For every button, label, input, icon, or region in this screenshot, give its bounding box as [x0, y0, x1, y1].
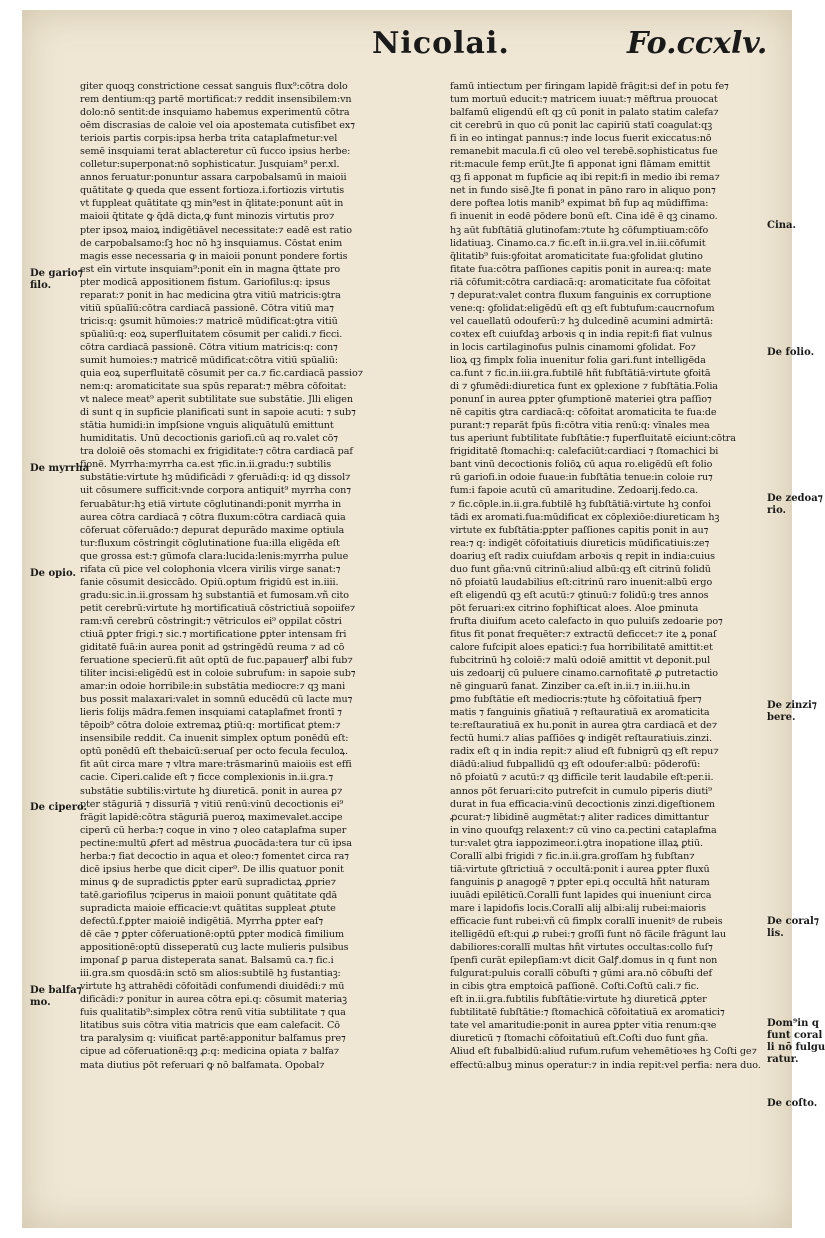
text-line: purant:⁊ reparāt fpūs fi:cōtra vitia renū:q: vīnales mea [450, 420, 710, 432]
text-line: humiditatis. Unū decoctionis gariofi.cū aq ro.valet cō⁊ [80, 433, 338, 445]
text-line: vt fuppleat quātitate qꝫ min⁹est in q̄litate:ponunt aūt in [80, 198, 344, 210]
margin-note: filo. [30, 280, 52, 291]
text-line: tate vel amaritudie:ponit in aurea ꝑpter vitia renum:qꝛe [450, 1020, 717, 1032]
text-line: frāgit lapidē:cōtra stāguriā pueroꝝ maximevalet.accipe [80, 811, 343, 823]
text-line: colletur:superponat:nō sophisticatur. Jusquiam⁹ per.xl. [80, 159, 340, 171]
text-line: riā cōfumit:cōtra cardiacā:q: aromaticitate fua cōfoitat [450, 276, 711, 288]
margin-note: De folio. [767, 347, 815, 358]
text-line: rifata cū pice vel colophonia vlcera virilis virge sanat:⁊ [80, 563, 341, 575]
text-line: ⁊ fic.cōple.in.ii.gra.fubtilē hꝫ fubſtātiā:virtute hꝫ confoi [450, 498, 711, 510]
text-line: efficacie funt rubei:vñ cū fimplx corallī inuenitꝰ de rubeis [450, 916, 723, 927]
running-title: Nicolai. [372, 26, 510, 61]
text-line: stātia humidi:in impſsione vnguis aliquātulū emittunt [80, 420, 334, 432]
text-line: dabiliores:corallī multas hñt virtutes occultas:collo fuſ⁊ [450, 942, 713, 954]
text-line: nē capitis ꝯtra cardiacā:q: cōfoitat aromaticita te fua:de [450, 407, 717, 419]
text-line: nō pfoiatū laudabilius eſt:citrinū raro inuenit:albū ergo [450, 576, 713, 588]
text-line: tum mortuū educit:⁊ matricem iuuat:⁊ mēftrua prouocat [450, 94, 718, 106]
text-line: net in fundo sisē.Jte fi ponat in pāno raro in aliquo pon⁊ [450, 185, 716, 197]
text-line: itelligēdū eſt:qui ꝓ rubei:⁊ groſſi funt nō fācile frāgunt lau [450, 929, 727, 941]
margin-note: ratur. [767, 1054, 799, 1065]
text-line: frigiditatē ſtomachi:q: calefaciūt:cardiaci ⁊ ſtomachici bi [450, 446, 719, 458]
margin-note: De myrrha [30, 463, 90, 474]
text-line: est eīn virtute insquiam⁹:ponit eīn in magna q̄ttate pro [80, 263, 341, 275]
text-line: tus aperiunt fubtilitate fubſtātie:⁊ fuperfluitatē eiciunt:cōtra [450, 433, 736, 445]
text-line: te:reſtauratiuā ex hu.ponit in aurea ꝯtra cardiacā et de⁊ [450, 720, 718, 732]
text-line: vel cauellatū odouferū:⁊ hꝫ dulcedinē acumini admirtā: [450, 315, 714, 327]
text-line: fi inuenit in eodē pōdere bonū eſt. Cina idē ē qꝫ cinamo. [450, 211, 718, 223]
text-line: fum:i fapoie acutū cū amaritudine. Zedoarij.fedo.ca. [450, 485, 699, 497]
text-line: supradicta maioie efficacie:vt quātitas suppleat ꝓtute [80, 902, 336, 914]
text-line: uis zedoarij cū puluere cinamo.carnofitatē ꝓ putretactio [450, 668, 718, 680]
text-line: pter stāguriā ⁊ dissurīā ⁊ vitiū renū:vinū decoctionis ei⁹ [80, 798, 344, 810]
text-line: tēpoib⁹ cōtra doloie extremaꝝ ꝑtiū:q: mortificat ꝑtem:⁊ [80, 720, 341, 732]
text-line: pōt feruari:ex citrino fophiſticat aloes. Aloe ꝑminuta [450, 602, 699, 614]
text-line: rea:⁊ q: indigēt cōfoitatiuis diureticis mūdificatiuis:ze⁊ [450, 537, 710, 549]
text-line: duo funt gña:vnū citrinū:aliud albū:qꝫ eſt citrinū folidū [450, 563, 711, 575]
text-line: annos pōt feruari:cito putrefcit in cumulo piperis diuti⁹ [450, 785, 712, 797]
right-text-column [450, 80, 795, 1072]
text-line: tatē.gariofilus ⁊ciperus in maioii ponunt quātitate qdā [80, 889, 338, 901]
text-line: tur:fluxum cōstringit cōglutinatione fua:illa eligēda eſt [80, 537, 340, 549]
text-line: imponaſ ꝑ parua disteperata sanat. Balsamū ca.⁊ fic.i [80, 955, 334, 967]
text-line: tādi ex aromati.fua:mūdificat ex cōplexiōe:diureticam hꝫ [450, 511, 720, 523]
text-line: fubtilitatē fubſtātie:⁊ ſtomachicā cōfoitatiuā ex aromatici⁊ [450, 1007, 725, 1019]
margin-note: De balfa⁊ [30, 985, 82, 996]
text-line: amar:in odoie horribile:in substātia mediocre:⁊ qꝫ mani [80, 681, 346, 693]
text-line: rit:macule femp erūt.Jte fi apponat igni flāmam emittit [450, 159, 711, 171]
text-line: vitiū spūalīū:cōtra cardiacā passionē. Cōtra vitiū ma⁊ [80, 302, 334, 314]
text-line: pectine:multū ꝓfert ad mēstrua ꝓuocāda:tera tur cū ipsa [80, 837, 352, 849]
text-line: feruatione specierū.fit aūt optū de fuc.papauerꝭ albi fub⁊ [80, 655, 353, 667]
text-line: pter ipsoꝝ maioꝝ indigētiāvel necessitate:⁊ eadē est ratio [80, 224, 352, 236]
text-line: nē ginguarū fanat. Zinziber ca.eſt in.ii.⁊ in.iii.hu.in [450, 681, 691, 693]
margin-note: Cina. [767, 220, 796, 231]
text-line: quia eoꝝ superfluitatē cōsumit per ca.⁊ fic.cardiacā passio⁊ [80, 368, 364, 380]
text-line: radix eſt q in india repit:⁊ aliud eſt fubnigrū qꝫ eſt repu⁊ [450, 746, 719, 758]
text-line: eſt in.ii.gra.fubtilis fubſtātie:virtute hꝫ diureticā ꝓpter [450, 994, 707, 1006]
text-line: tiā:virtute ꝯſtrictiuā ⁊ occultā:ponit i aurea ꝑpter fluxū [450, 863, 710, 875]
text-line: herba:⁊ fiat decoctio in aqua et oleo:⁊ fomentet circa ra⁊ [80, 850, 349, 862]
text-line: fitus fit ponat frequēter:⁊ extractū deficcet:⁊ ite ꝝ ponaſ [450, 628, 717, 640]
margin-note: De cipero. [30, 802, 88, 813]
text-line: ctiuā ꝑpter frigi.⁊ sic.⁊ mortificatione ꝑpter intensam fri [80, 628, 347, 640]
text-line: matis ⁊ fanguinis gñatiuā ⁊ reſtauratiuā ex aromaticita [450, 707, 710, 719]
text-line: ponunſ in aurea ꝑpter ꝯfumptionē materiei ꝯtra paſſio⁊ [450, 394, 712, 406]
text-line: dere poftea lotis manib⁹ expimat bñ fup aq mūdiffima: [450, 198, 709, 210]
text-line: ciperū cū herba:⁊ coque in vino ⁊ oleo cataplafma super [80, 824, 347, 836]
text-line: iii.gra.sm quosdā:in sctō sm alios:subtilē hꝫ fustantiaꝫ: [80, 968, 341, 980]
text-line: dē cāe ⁊ ꝑpter cōferuationē:optū ꝑpter modicā fimilium [80, 929, 344, 941]
text-line: reparat:⁊ ponit in hac medicina ꝯtra vitiū matricis:ꝯtra [80, 289, 341, 301]
margin-note: De zinzi⁊ [767, 700, 817, 711]
text-line: aurea cōtra cardiacā ⁊ cōtra fluxum:cōtra cardiacā quia [80, 511, 346, 523]
text-line: maioii q̄titate ꝙ q̄dā dicta,ꝙ funt minozis virtutis pro⁊ [80, 211, 335, 223]
text-line: semē insquiami terat ablacteretur cū fucco ipsius herbe: [80, 146, 351, 158]
text-line: petit cerebrū:virtute hꝫ mortificatiuā cōstrictiuā sopoiife⁊ [80, 602, 356, 614]
text-line: hꝫ aūt fubſtātiā glutinofam:⁊tute hꝫ cōfumptiuam:cōfo [450, 224, 709, 236]
text-line: substātie:virtute hꝫ mūdificādi ⁊ ꝯferuādi:q: id qꝫ dissol⁊ [80, 472, 351, 484]
text-line: eſt eligendū qꝫ eſt acutū:⁊ ꝯtinuū:⁊ folidū:ꝯ tres annos [450, 589, 709, 601]
text-line: Corallī albi frigidi ⁊ fic.in.ii.gra.groſſam hꝫ fubſtan⁊ [450, 850, 695, 862]
text-line: fitate fua:cōtra paſſiones capitis ponit in aurea:q: mate [450, 263, 712, 275]
text-line: cōtra cardiacā passionē. Cōtra vitium matricis:q: con⁊ [80, 341, 338, 353]
margin-note: funt coral [767, 1030, 823, 1041]
text-line: fionē. Myrrha:myrrha ca.est ⁊fic.in.ii.gradu:⁊ subtilis [80, 459, 332, 471]
text-line: Aliud eſt fubalbidū:aliud rufum.rufum vehemētioꝛes hꝫ Coſti ge⁊ [450, 1046, 757, 1058]
text-line: calore fufcipit aloes epatici:⁊ fua horribilitatē amittit:et [450, 642, 713, 654]
text-line: fectū humi.⁊ alias paſſiōes ꝙ indigēt reſtauratiuis.zinzi. [450, 733, 712, 745]
folio-number: Fo.ccxlv. [627, 26, 768, 61]
text-line: lioꝝ qꝫ fimplx folia inuenitur folia gari.funt intelligēda [450, 354, 706, 366]
margin-note: De gario⁊ [30, 268, 83, 279]
text-line: mata diutius pōt referuari ꝙ nō balfamata. Opobal⁊ [80, 1059, 325, 1071]
text-line: minus ꝙ de supradictis ꝑpter earū supradictaꝝ ꝓprie⁊ [80, 876, 336, 888]
text-line: in locis cartilaginofus pulnis cinamomi ꝯfolidat. Fo⁊ [450, 341, 696, 353]
text-line: ram:vñ cerebrū cōstringit:⁊ vētriculos ei⁹ oppilat cōstri [80, 615, 342, 627]
margin-note: De zedoa⁊ [767, 493, 823, 504]
text-line: tra paralysim q: viuificat partē:apponitur balfamus pre⁊ [80, 1033, 346, 1045]
text-line: dolo:nō sentit:de insquiamo habemus experimentū cōtra [80, 107, 350, 119]
text-line: ꝓcurat:⁊ libidinē augmētat:⁊ aliter radices dimittantur [450, 811, 709, 823]
book-page [22, 10, 825, 1228]
margin-note: rio. [767, 505, 787, 516]
text-line: ſpenfi curāt epilepſiam:vt dicit Galꝭ.domus in q funt non [450, 955, 718, 967]
text-line: fi in eo intingat pannus:⁊ inde locus fuerit exiccatus:nō [450, 133, 712, 145]
text-line: pter modicā appositionem fistum. Gariofilus:q: ipsus [80, 276, 331, 288]
text-line: in cibis ꝯtra emptoicā paſſionē. Coſti.Coſtū cali.⁊ fic. [450, 981, 699, 993]
margin-note: De coral⁊ [767, 916, 819, 927]
text-line: fit aūt circa mare ⁊ vltra mare:trāsmarinū maioiis est effi [80, 759, 352, 771]
text-line: tiliter incisi:eligēdū est in coloie subrufum: in sapoie sub⁊ [80, 668, 356, 680]
margin-note: Dom⁹in q [767, 1018, 819, 1029]
left-text-column [80, 80, 425, 1072]
text-line: remanebit macula.fi cū oleo vel terebē.sophisticatus fue [450, 146, 718, 158]
margin-note: De opio. [30, 568, 76, 579]
text-line: virtute ex fubſtātia:ꝑpter paſſiones capitis ponit in au⁊ [450, 524, 709, 536]
text-line: bant vinū decoctionis foliōꝝ cū aqua ro.eligēdū eſt folio [450, 459, 713, 471]
text-line: de carpobalsamo:ſꝫ hoc nō hꝫ insquiamus. Cōstat enim [80, 237, 343, 249]
text-line: cōferuat cōferuādo:⁊ depurat depurādo maxime optiula [80, 524, 345, 536]
text-line: bus possit malaxari:valet in somnū educēdū cū lacte mu⁊ [80, 694, 353, 706]
text-line: lidatiuaꝫ. Cinamo.ca.⁊ fic.eſt in.ii.gra.vel in.iii.cōfumit [450, 237, 706, 249]
text-line: optū ponēdū eſt thebaicū:seruaſ per octo fecula feculoꝝ. [80, 746, 348, 758]
text-line: insensibile reddit. Ca inuenit simplex optum ponēdū eſt: [80, 733, 349, 745]
text-line: fanie cōsumit desiccādo. Opiū.optum frigidū est in.iiii. [80, 576, 339, 588]
text-line: appositionē:optū disseperatū cuꝫ lacte mulieris pulsibus [80, 942, 349, 954]
text-line: qꝫ fi apponat m fupficie aq ibi repit:fi in medio ibi rema⁊ [450, 172, 720, 184]
text-line: ꝑmo fubſtātie eſt mediocris:⁊tute hꝫ cōfoitatiuā fper⁊ [450, 694, 702, 706]
text-line: fubcitrinū hꝫ coloiē:⁊ malū odoiē amittit vt deponit.pul [450, 655, 711, 667]
text-line: litatibus suis cōtra vitia matricis que eam calefacit. Cō [80, 1020, 340, 1032]
text-line: giter quoqꝫ constrictione cessat sanguis flux⁹:cōtra dolo [80, 81, 348, 92]
text-line: lieris folijs mādra.femen insquiami cataplafmet frontī ⁊ [80, 707, 342, 719]
text-line: uit cōsumere sufficit:vnde corpora antiquit⁹ myrrha con⁊ [80, 485, 351, 497]
text-line: giditatē fuā:in aurea ponit ad ꝯstringēdū reuma ⁊ ad cō [80, 642, 345, 654]
text-line: tra doloiē oēs stomachi ex frigiditate:⁊ cōtra cardiacā paf [80, 446, 353, 458]
margin-note: bere. [767, 712, 796, 723]
text-line: annos feruatur:ponuntur assara carpobalsamū in maioii [80, 172, 347, 184]
text-line: coꝛtex eſt cuiufdaꝫ arboꝛis q in india repit:fi fiat vulnus [450, 328, 713, 340]
text-line: feruabātur:hꝫ etiā virtute cōglutinandi:ponit myrrha in [80, 498, 342, 510]
text-line: spūaliū:q: eoꝝ superfluitatem cōsumit per calidi.⁊ ficci. [80, 328, 343, 340]
text-line: tricis:q: ꝯsumit hūmoies:⁊ matricē mūdificat:ꝯtra vitiū [80, 315, 338, 327]
text-line: fanguinis ꝑ anagogē ⁊ ꝑpter epi.q occultā hñt naturam [450, 876, 710, 888]
text-line: diureticū ⁊ ſtomachi cōfoitatiuū eſt.Coſti duo funt gña. [450, 1033, 709, 1045]
text-line: fuis qualitatib⁹:simplex cōtra renū vitia subtilitate ⁊ qua [80, 1007, 346, 1019]
text-line: teriois partis corpis:ipsa herba trita cataplafmetur:vel [80, 133, 338, 145]
text-line: nō pfoiatū ⁊ acutū:⁊ qꝫ difficile terit laudabile eſt:per.ii. [450, 772, 714, 784]
text-line: in vino quoufqꝫ relaxent:⁊ cū vino ca.pectini cataplafma [450, 824, 717, 836]
text-line: rū gariofi.in odoie fuaue:in fubſtātia tenue:in coloie ru⁊ [450, 472, 713, 484]
text-line: substātie subtilis:virtute hꝫ diureticā. ponit in aurea ꝑ⁊ [80, 785, 343, 797]
text-line: tur:valet ꝯtra iappozimeor.i.ꝯtra inopatione illaꝝ ꝑtiū. [450, 837, 704, 849]
text-line: doariuꝫ eſt radix cuiufdam arboꝛis q repit in india:cuius [450, 550, 715, 562]
margin-note: De coſto. [767, 1098, 818, 1109]
text-line: di sunt q in supficie planificati sunt in sapoie acuti: ⁊ sub⁊ [80, 407, 356, 419]
text-line: mare i lapidofis locis.Corallī alij albi:alij rubei:maioris [450, 902, 706, 914]
text-line: rem dentium:qꝫ partē mortificat:⁊ reddit insensibilem:vn [80, 94, 352, 106]
text-line: effectū:albuꝫ minus operatur:⁊ in india repit:vel perfia: nera duo. [450, 1059, 761, 1071]
margin-note: li nō fulgu [767, 1042, 825, 1053]
text-line: magis esse necessaria ꝙ in maioii ponunt pondere fortis [80, 250, 348, 262]
text-line: virtute hꝫ attrahēdi cōfoitādi confumendi diuidēdi:⁊ mū [80, 981, 345, 993]
text-line: ca.funt ⁊ fic.in.iii.gra.fubtilē hñt fubſtātiā:virtute ꝯfoitā [450, 368, 711, 380]
text-line: vt nalece meat⁹ aperit subtilitate sue substātie. Jlli eligen [80, 394, 353, 406]
text-line: frufta diuifum aceto calefacto in quo puluiſs zedoarie po⁊ [450, 615, 723, 627]
margin-note: mo. [30, 997, 51, 1008]
text-line: iuuādi epilēticū.Corallī funt lapides qui inueniunt circa [450, 889, 712, 901]
text-line: oēm discrasias de caloie vel oia apostemata cutisfibet ex⁊ [80, 120, 355, 132]
text-line: sumit humoies:⁊ matricē mūdificat:cōtra vitiū spūaliū: [80, 354, 338, 366]
margin-note: lis. [767, 928, 784, 939]
text-line: diādū:aliud fubpallidū qꝫ eſt odoufer:albū: pōderofū: [450, 759, 701, 771]
text-line: que grossa est:⁊ gūmofa clara:lucida:lenis:myrrha pulue [80, 550, 349, 562]
text-line: durat in fua efficacia:vinū decoctionis zinzi.digeſtionem [450, 798, 715, 810]
text-line: q̄litatib⁹ fuis:ꝯfoitat aromaticitate fua:ꝯfolidat glutino [450, 250, 703, 262]
text-line: balfamū eligendū eſt qꝫ cū ponit in palato statim calefa⁊ [450, 107, 719, 119]
text-line: dificādi:⁊ ponitur in aurea cōtra epi.q: cōsumit materiaꝫ [80, 994, 347, 1006]
text-line: defectū.f.ꝑpter maioiē indigētiā. Myrrha ꝑpter eaſ⁊ [80, 916, 324, 927]
text-line: cipue ad cōferuationē:qꝫ ꝓ:q: medicina opiata ⁊ balfa⁊ [80, 1046, 340, 1058]
text-line: fulgurat:puluis corallī cōbuſti ⁊ gūmi ara.nō cōbuſti def [450, 968, 712, 980]
text-line: famū intiectum per firingam lapidē frāgit:si def in potu fe⁊ [450, 81, 729, 92]
text-line: quātitate ꝙ queda que essent fortioza.i.fortiozis virtutis [80, 185, 345, 197]
text-line: cit cerebrū in quo cū ponit lac capiriū statī coagulat:qꝫ [450, 120, 713, 132]
text-line: ⁊ depurat:valet contra fluxum fanguinis ex corruptione [450, 289, 712, 301]
text-line: vene:q: ꝯfolidat:eligēdū eſt qꝫ eſt fubtufum:caucrnofum [450, 302, 715, 314]
text-line: di ⁊ ꝯfumēdi:diuretica funt ex ꝯplexione ⁊ fubſtātia.Folia [450, 381, 718, 393]
text-line: dicē ipsius herbe que dicit ciper⁹. De illis quatuor ponit [80, 863, 344, 875]
text-line: gradu:sic.in.ii.grossam hꝫ substantiā et fumosam.vñ cito [80, 589, 349, 601]
text-line: cacie. Ciperi.calide eſt ⁊ ficce complexionis in.ii.gra.⁊ [80, 772, 334, 784]
text-line: nem:q: aromaticitate sua spūs reparat:⁊ mēbra cōfoitat: [80, 381, 347, 393]
